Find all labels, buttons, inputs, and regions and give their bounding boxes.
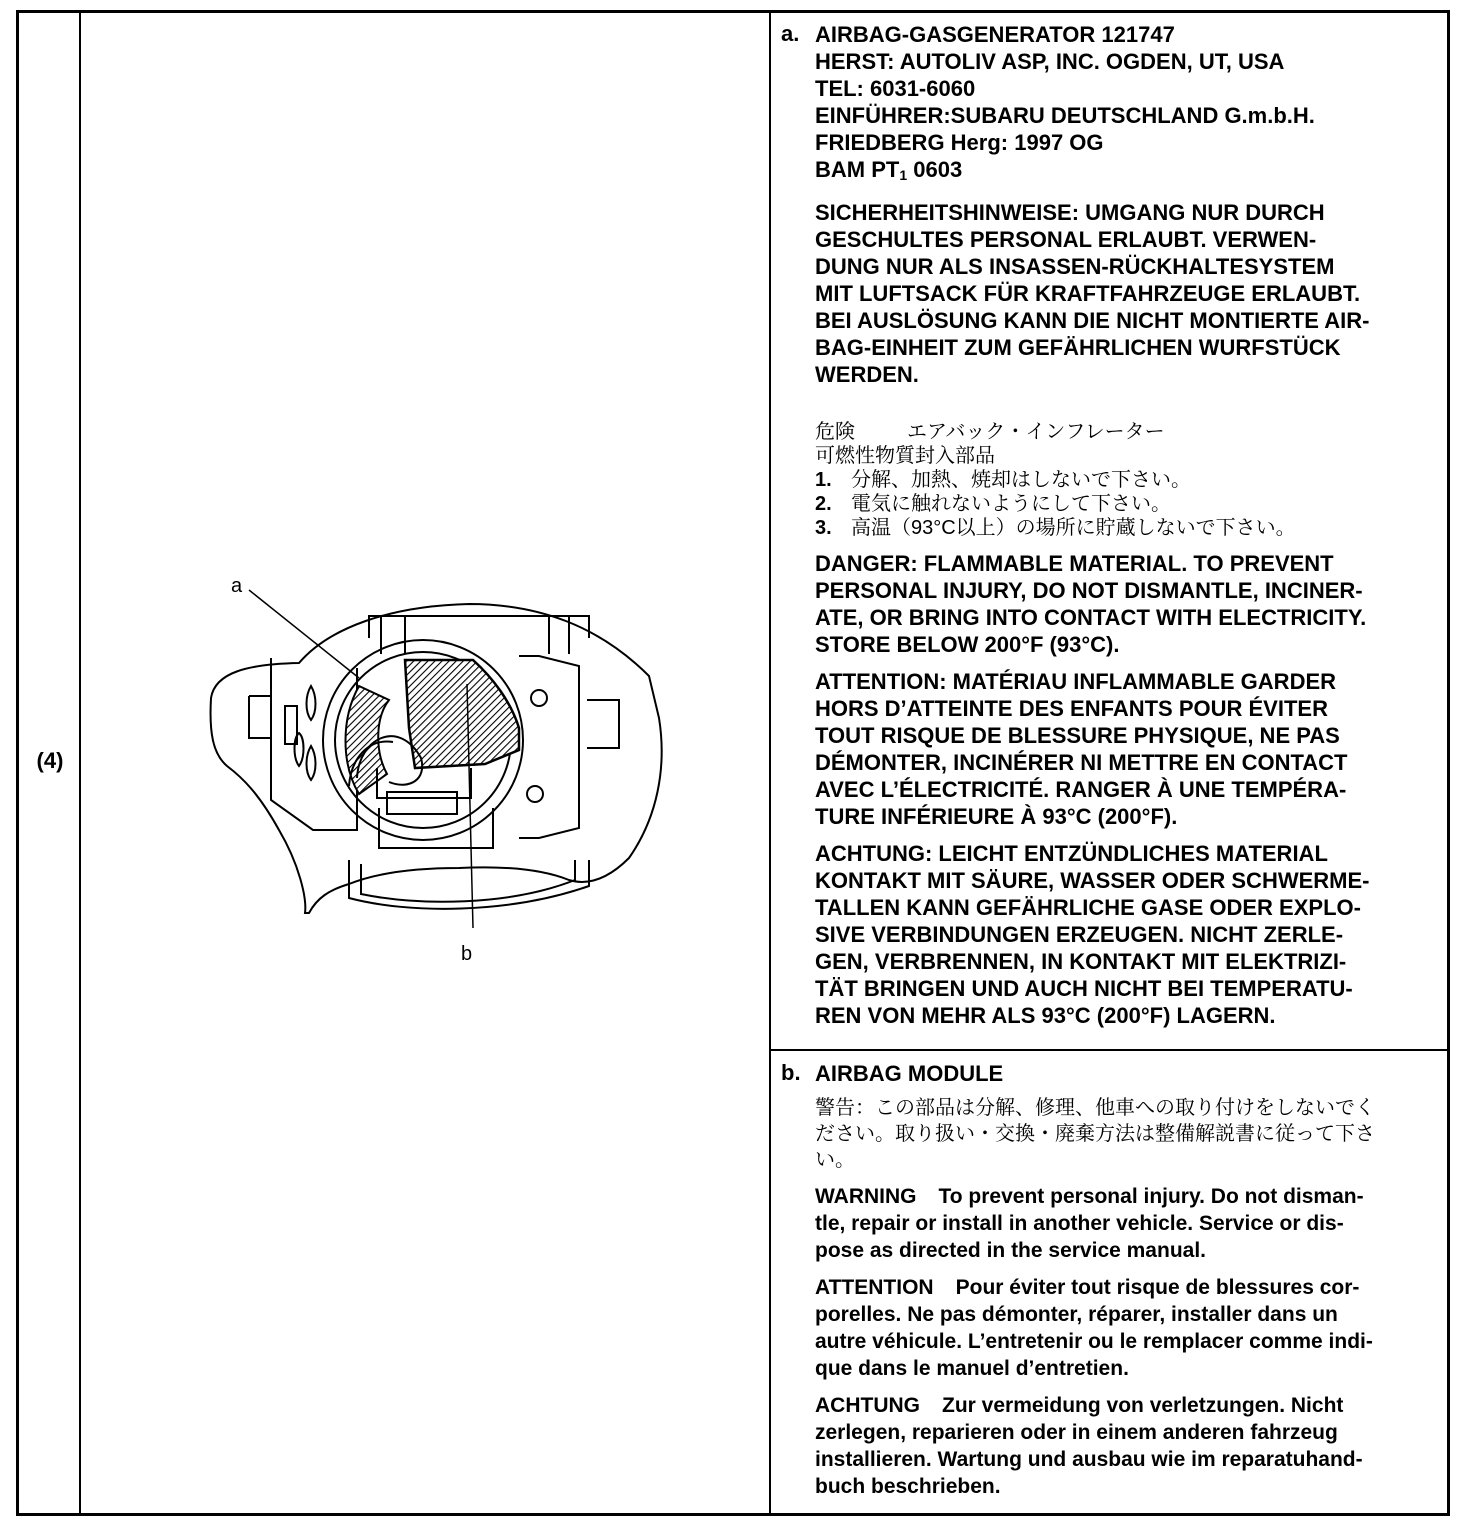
safety-line: MIT LUFTSACK FÜR KRAFTFAHRZEUGE ERLAUBT. bbox=[815, 281, 1361, 306]
achtung-line: buch beschrieben. bbox=[815, 1475, 1001, 1498]
jp-item bbox=[815, 492, 1437, 516]
danger-paragraph bbox=[815, 550, 1437, 658]
item-a-letter: a. bbox=[781, 21, 800, 46]
attention-line: TOUT RISQUE DE BLESSURE PHYSIQUE, NE PAS bbox=[815, 723, 1340, 748]
item-b-japanese-warning bbox=[815, 1095, 1437, 1173]
header-line: FRIEDBERG Herg: 1997 OG bbox=[815, 130, 1104, 155]
item-a-content bbox=[815, 21, 1437, 1039]
callout-b-label: b bbox=[461, 943, 473, 965]
achtung-line: REN VON MEHR ALS 93°C (200°F) LAGERN. bbox=[815, 1003, 1276, 1028]
jp-warning-line: い。 bbox=[815, 1149, 855, 1171]
danger-line: ATE, OR BRING INTO CONTACT WITH ELECTRICITY. bbox=[815, 605, 1367, 630]
safety-line: DUNG NUR ALS INSASSEN-RÜCKHALTESYSTEM bbox=[815, 254, 1335, 279]
attention-line: HORS D’ATTEINTE DES ENFANTS POUR ÉVITER bbox=[815, 696, 1328, 721]
achtung-line: ACHTUNG: LEICHT ENTZÜNDLICHES MATERIAL bbox=[815, 841, 1328, 866]
achtung-line: SIVE VERBINDUNGEN ERZEUGEN. NICHT ZERLE- bbox=[815, 922, 1344, 947]
item-b-attention bbox=[815, 1274, 1437, 1382]
achtung-line: Zur vermeidung von verletzungen. Nicht bbox=[942, 1394, 1344, 1417]
jp-warning-line: ださい。取り扱い・交換・廃棄方法は整備解説書に従って下さ bbox=[815, 1123, 1375, 1145]
header-line: AIRBAG-GASGENERATOR 121747 bbox=[815, 22, 1175, 47]
achtung-paragraph bbox=[815, 840, 1437, 1029]
item-b-achtung bbox=[815, 1392, 1437, 1500]
warning-line: To prevent personal injury. Do not disman- bbox=[938, 1185, 1364, 1208]
label-text-column bbox=[771, 13, 1447, 1513]
bam-prefix: BAM PT bbox=[815, 157, 900, 182]
jp-title-left: 危険 bbox=[815, 421, 855, 443]
achtung-line: GEN, VERBRENNEN, IN KONTAKT MIT ELEKTRIZI- bbox=[815, 949, 1347, 974]
callout-a-label: a bbox=[231, 575, 243, 597]
row-number: (4) bbox=[36, 748, 64, 773]
header-line: EINFÜHRER:SUBARU DEUTSCHLAND G.m.b.H. bbox=[815, 103, 1315, 128]
warning-keyword: WARNING bbox=[815, 1185, 917, 1208]
attention-line: DÉMONTER, INCINÉRER NI METTRE EN CONTACT bbox=[815, 750, 1348, 775]
achtung-keyword: ACHTUNG bbox=[815, 1394, 920, 1417]
attention-line: porelles. Ne pas démonter, réparer, installer dans un bbox=[815, 1303, 1338, 1326]
item-b-cell bbox=[771, 1051, 1447, 1513]
item-a-header bbox=[815, 21, 1437, 189]
danger-line: PERSONAL INJURY, DO NOT DISMANTLE, INCINER- bbox=[815, 578, 1363, 603]
achtung-line: KONTAKT MIT SÄURE, WASSER ODER SCHWERME- bbox=[815, 868, 1370, 893]
safety-line: SICHERHEITSHINWEISE: UMGANG NUR DURCH bbox=[815, 200, 1325, 225]
figure-column bbox=[81, 13, 771, 1513]
bam-line bbox=[815, 156, 1437, 189]
safety-line: GESCHULTES PERSONAL ERLAUBT. VERWEN- bbox=[815, 227, 1317, 252]
jp-item-text: 分解、加熱、焼却はしないで下さい。 bbox=[851, 469, 1191, 491]
jp-item-text: 高温（93°C以上）の場所に貯蔵しないで下さい。 bbox=[851, 517, 1296, 539]
jp-item-text: 電気に触れないようにして下さい。 bbox=[851, 493, 1171, 515]
item-b-warning bbox=[815, 1183, 1437, 1264]
attention-line: TURE INFÉRIEURE À 93°C (200°F). bbox=[815, 804, 1178, 829]
jp-warning-line: 警告：この部品は分解、修理、他車への取り付けをしないでく bbox=[815, 1097, 1375, 1119]
item-b-content bbox=[815, 1060, 1437, 1510]
header-line: HERST: AUTOLIV ASP, INC. OGDEN, UT, USA bbox=[815, 49, 1285, 74]
danger-line: DANGER: FLAMMABLE MATERIAL. TO PREVENT bbox=[815, 551, 1334, 576]
bam-suffix: 0603 bbox=[907, 157, 963, 182]
warning-line: tle, repair or install in another vehicle. Service or dis- bbox=[815, 1212, 1344, 1235]
achtung-line: TÄT BRINGEN UND AUCH NICHT BEI TEMPERATU- bbox=[815, 976, 1353, 1001]
achtung-line: TALLEN KANN GEFÄHRLICHE GASE ODER EXPLO- bbox=[815, 895, 1361, 920]
safety-line: BAG-EINHEIT ZUM GEFÄHRLICHEN WURFSTÜCK bbox=[815, 335, 1341, 360]
attention-line: que dans le manuel d’entretien. bbox=[815, 1357, 1129, 1380]
item-a-cell bbox=[771, 13, 1447, 1051]
danger-line: STORE BELOW 200°F (93°C). bbox=[815, 632, 1120, 657]
japanese-danger-block bbox=[815, 420, 1437, 540]
attention-line: AVEC L’ÉLECTRICITÉ. RANGER À UNE TEMPÉRA- bbox=[815, 777, 1347, 802]
safety-line: BEI AUSLÖSUNG KANN DIE NICHT MONTIERTE AIR- bbox=[815, 308, 1370, 333]
attention-keyword: ATTENTION bbox=[815, 1276, 934, 1299]
header-line: TEL: 6031-6060 bbox=[815, 76, 976, 101]
jp-item bbox=[815, 516, 1437, 540]
attention-line: autre véhicule. L’entretenir ou le remplacer comme indi- bbox=[815, 1330, 1373, 1353]
row-number-column bbox=[19, 13, 81, 1513]
jp-title bbox=[815, 420, 1437, 444]
jp-item-number: 3. bbox=[815, 517, 832, 539]
jp-subtitle: 可燃性物質封入部品 bbox=[815, 445, 995, 467]
label-table bbox=[16, 10, 1450, 1516]
safety-paragraph bbox=[815, 199, 1437, 388]
achtung-line: installieren. Wartung und ausbau wie im reparatuhand- bbox=[815, 1448, 1363, 1471]
airbag-module-illustration bbox=[209, 568, 669, 988]
bam-subscript: 1 bbox=[899, 167, 908, 183]
jp-item bbox=[815, 468, 1437, 492]
jp-item-number: 2. bbox=[815, 493, 832, 515]
attention-line: ATTENTION: MATÉRIAU INFLAMMABLE GARDER bbox=[815, 669, 1337, 694]
attention-paragraph bbox=[815, 668, 1437, 830]
item-b-title: AIRBAG MODULE bbox=[815, 1061, 1004, 1086]
achtung-line: zerlegen, reparieren oder in einem anderen fahrzeug bbox=[815, 1421, 1338, 1444]
jp-title-right: エアバック・インフレーター bbox=[907, 421, 1165, 443]
warning-line: pose as directed in the service manual. bbox=[815, 1239, 1206, 1262]
attention-line: Pour éviter tout risque de blessures cor- bbox=[955, 1276, 1360, 1299]
item-b-letter: b. bbox=[781, 1060, 801, 1085]
jp-item-number: 1. bbox=[815, 469, 832, 491]
safety-line: WERDEN. bbox=[815, 362, 919, 387]
